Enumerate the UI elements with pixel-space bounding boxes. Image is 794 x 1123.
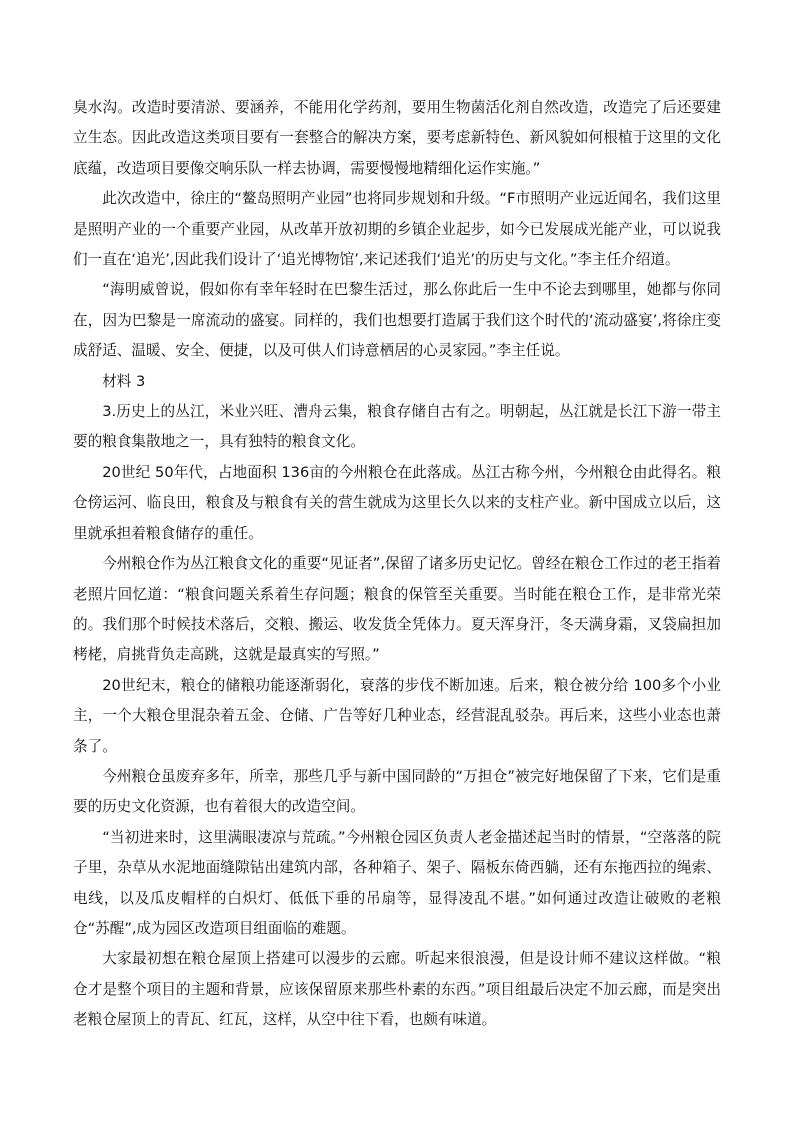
- paragraph-hemingway-quote: “海明威曾说，假如你有幸年轻时在巴黎生活过，那么你此后一生中不论去到哪里，她都与你同在，因为巴黎是一席流动的盛宴。同样的，我们也想要打造属于我们这个时代的‘流动盛宴’,将徐庄变成舒适、温暖、安全、便捷，以及可供人们诗意栖居的心灵家园。”李主任说。: [73, 281, 721, 360]
- paragraph-grain-history: 3.历史上的丛江，米业兴旺、漕舟云集，粮食存储自古有之。明朝起，丛江就是长江下游一带主要的粮食集散地之一，具有独特的粮食文化。: [73, 403, 721, 451]
- section-label-material-3: 材料 3: [102, 372, 146, 390]
- paragraph-granary-built: 20世纪 50年代，占地面积 136亩的今州粮仓在此落成。丛江古称今州，今州粮仓由此得名。粮仓傍运河、临良田，粮食及与粮食有关的营生就成为这里长久以来的支柱产业。新中国成立以后，这里就承担着粮食储存的重任。: [73, 463, 721, 542]
- paragraph-lighting-park: 此次改造中，徐庄的“鳌岛照明产业园”也将同步规划和升级。“F市照明产业远近闻名，我们这里是照明产业的一个重要产业园，从改革开放初期的乡镇企业起步，如今已发展成光能产业，可以说我们一直在‘追光’,因此我们设计了‘追光博物馆’,来记述我们‘追光’的历史与文化。”李主任介绍道。: [73, 190, 721, 269]
- paragraph-granary-preserved: 今州粮仓虽废弃多年，所幸，那些几乎与新中国同龄的“万担仓”被完好地保留了下来，它们是重要的历史文化资源，也有着很大的改造空间。: [73, 767, 721, 816]
- paragraph-granary-desolate: “当初进来时，这里满眼凄凉与荒疏。”今州粮仓园区负责人老金描述起当时的情景，“空落落的院子里，杂草从水泥地面缝隙钻出建筑内部，各种箱子、架子、隔板东倚西躺，还有东拖西拉的绳索、电线，以及瓜皮帽样的白炽灯、低低下垂的吊扇等，显得凌乱不堪。”如何通过改造让破败的老粮仓“苏醒”,成为园区改造项目组面临的难题。: [73, 828, 721, 937]
- paragraph-continued: 臭水沟。改造时要清淤、要涵养，不能用化学药剂，要用生物菌活化剂自然改造，改造完了后还要建立生态。因此改造这类项目要有一套整合的解决方案，要考虑新特色、新风貌如何根植于这里的文化底蕴，改造项目要像交响乐队一样去协调，需要慢慢地精细化运作实施。”: [73, 99, 721, 177]
- paragraph-granary-decline: 20世纪末，粮仓的储粮功能逐渐弱化，衰落的步伐不断加速。后来，粮仓被分给 100多个小业主，一个大粮仓里混杂着五金、仓储、广告等好几种业态，经营混乱驳杂。再后来，这些小业态也萧条了。: [73, 676, 721, 755]
- paragraph-granary-witness: 今州粮仓作为丛江粮食文化的重要“见证者”,保留了诸多历史记忆。曾经在粮仓工作过的老王指着老照片回忆道：“粮食问题关系着生存问题；粮食的保管至关重要。当时能在粮仓工作，是非常光荣的。我们那个时候技术落后，交粮、搬运、收发货全凭体力。夏天浑身汗，冬天满身霜，叉袋扁担加栲栳，肩挑背负走高跳，这就是最真实的写照。”: [73, 555, 721, 664]
- document-page: [73, 93, 721, 1036]
- paragraph-cloud-corridor: 大家最初想在粮仓屋顶上搭建可以漫步的云廊。听起来很浪漫，但是设计师不建议这样做。“粮仓才是整个项目的主题和背景，应该保留原来那些朴素的东西。”项目组最后决定不加云廊，而是突出老粮仓屋顶上的青瓦、红瓦，这样，从空中往下看，也颇有味道。: [73, 950, 721, 1029]
